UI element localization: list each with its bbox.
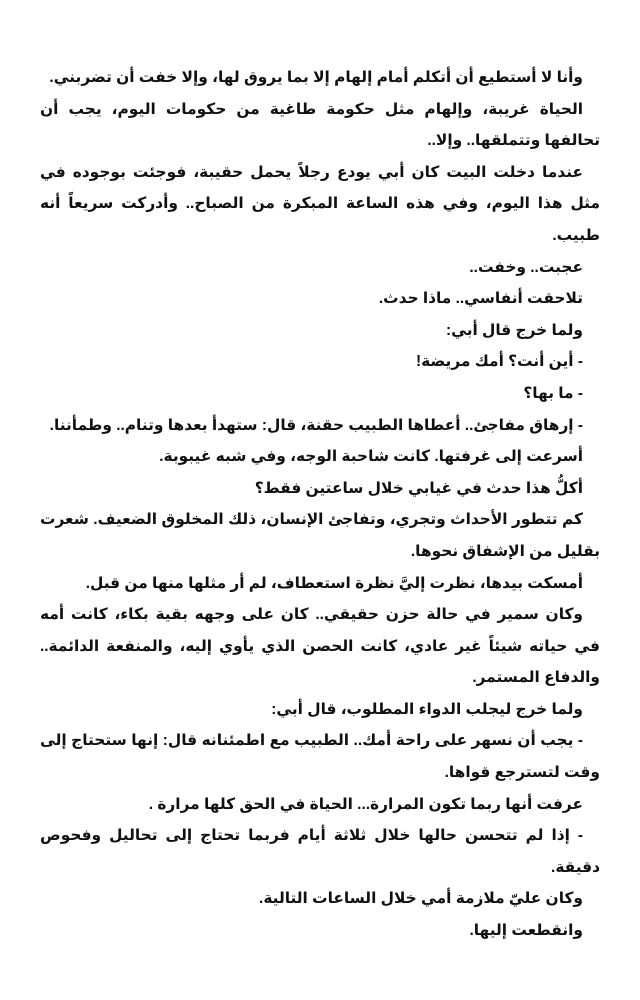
paragraph-2: الحياة غريبة، وإلهام مثل حكومة طاغية من حكومات اليوم، يجب أن تحالفها وتتملقها.. وإلا..	[40, 100, 600, 150]
paragraph-6: ولما خرج قال أبي:	[446, 321, 583, 339]
paragraph-7: - أين أنت؟ أمك مريضة!	[415, 353, 583, 371]
paragraph-3: عندما دخلت البيت كان أبي يودع رجلاً يحمل حقيبة، فوجئت بوجوده في مثل هذا اليوم، وفي هذه الساعة المبكرة من الصباح.. وأدركت سريعاً أنه طبيب.	[40, 163, 600, 244]
paragraph-19: وكان عليّ ملازمة أمي خلال الساعات التالية.	[259, 890, 583, 908]
paragraph-12: كم تتطور الأحداث وتجري، وتفاجئ الإنسان، ذلك المخلوق الضعيف. شعرت بقليل من الإشفاق نحوها.	[40, 511, 600, 560]
paragraph-1: وأنا لا أستطيع أن أتكلم أمام إلهام إلا بما يروق لها، وإلا خفت أن تضربني.	[49, 69, 583, 86]
paragraph-17: عرفت أنها ربما تكون المرارة... الحياة في الحق كلها مرارة .	[148, 795, 583, 813]
paragraph-16: - يجب أن نسهر على راحة أمك.. الطبيب مع اطمئنانه قال: إنها ستحتاج إلى وقت لتسترجع قواها.	[40, 732, 600, 782]
paragraph-20: وانقطعت إليها.	[469, 922, 583, 940]
paragraph-4: عجبت.. وخفت..	[469, 258, 583, 276]
paragraph-10: أسرعت إلى غرفتها. كانت شاحبة الوجه، وفي شبه غيبوبة.	[159, 448, 583, 466]
paragraph-13: أمسكت بيدها، نظرت إليَّ نظرة استعطاف، لم أر مثلها منها من قبل.	[85, 574, 583, 592]
paragraph-5: تلاحقت أنفاسي.. ماذا حدث.	[378, 290, 583, 308]
paragraph-15: ولما خرج ليجلب الدواء المطلوب، قال أبي:	[271, 700, 583, 718]
paragraph-14: وكان سمير في حالة حزن حقيقي.. كان على وجهه بقية بكاء، كانت أمه في حياته شيئاً غير عادي، كانت الحصن الذي يأوي إليه، والمنفعة الدائمة.. والدفاع المستمر.	[40, 606, 600, 687]
paragraph-8: - ما بها؟	[523, 384, 583, 402]
body-text	[40, 62, 600, 947]
paragraph-18: - إذا لم تتحسن حالها خلال ثلاثة أيام فربما تحتاج إلى تحاليل وفحوص دقيقة.	[40, 827, 600, 876]
paragraph-11: أكلُّ هذا حدث في غيابي خلال ساعتين فقط؟	[254, 479, 583, 497]
paragraph-9: - إرهاق مفاجئ.. أعطاها الطبيب حقنة، قال: ستهدأ بعدها وتنام.. وطمأننا.	[49, 416, 583, 434]
